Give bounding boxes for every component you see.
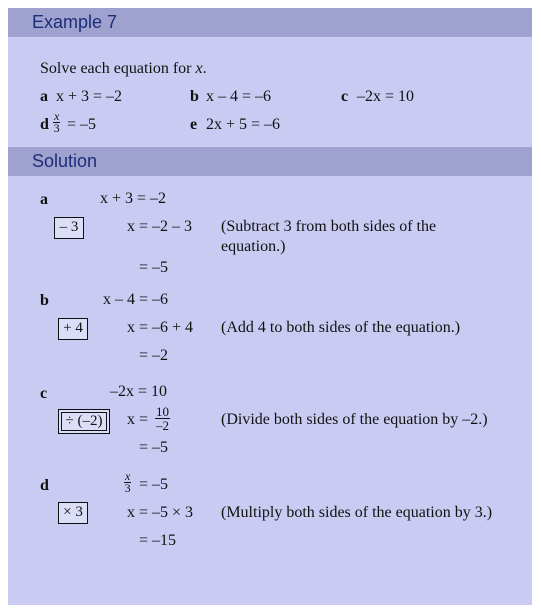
example-title: Example 7 [32,12,118,32]
solution-b-operation-box: + 4 [58,318,88,340]
solution-a-result: = –5 [139,259,169,276]
solution-b-equation: x – 4 = –6 [103,291,169,308]
solution-d-label: d [40,477,49,494]
solution-d-operation-box: × 3 [58,502,88,524]
solution-d-result: = –15 [139,532,177,549]
solution-a-note-line2: equation.) [221,238,286,255]
question-d-label: d [40,116,49,133]
solution-a-operation-box: – 3 [54,217,84,239]
question-a-label: a [40,88,48,105]
question-instruction: Solve each equation for x. [40,60,207,77]
solution-d-fraction: $\frac{x}{3}$ [124,469,131,495]
question-c-label: c [341,88,349,105]
solution-a-label: a [40,191,48,208]
solution-title: Solution [32,151,98,171]
solution-c-result: = –5 [139,439,169,456]
question-b-equation: x – 4 = –6 [206,88,272,105]
solution-c-fraction: $\frac{10}{-2}$ [156,404,169,433]
question-d-fraction: $\frac{x}{3}$ [53,109,60,135]
question-b-label: b [190,88,199,105]
question-e-equation: 2x + 5 = –6 [206,116,281,133]
solution-d-equation-rhs: = –5 [139,476,169,493]
solution-b-step: x = –6 + 4 [127,319,194,336]
solution-c-label: c [40,385,48,402]
solution-b-note: (Add 4 to both sides of the equation.) [221,319,461,336]
question-d-equation: = –5 [67,116,97,133]
solution-a-equation: x + 3 = –2 [100,190,167,207]
solution-c-note: (Divide both sides of the equation by –2.) [221,411,488,428]
solution-b-label: b [40,292,49,309]
solution-a-step: x = –2 – 3 [127,218,193,235]
question-e-label: e [190,116,198,133]
question-c-equation: –2x = 10 [357,88,415,105]
solution-a-note-line1: (Subtract 3 from both sides of the [221,218,437,235]
solution-d-step: x = –5 × 3 [127,504,194,521]
solution-b-result: = –2 [139,347,169,364]
question-a-equation: x + 3 = –2 [56,88,123,105]
solution-c-step: x = [127,411,149,428]
solution-d-note: (Multiply both sides of the equation by 3.) [221,504,493,521]
solution-c-operation-box: ÷ (–2) [58,409,110,434]
solution-c-equation: –2x = 10 [110,383,168,400]
